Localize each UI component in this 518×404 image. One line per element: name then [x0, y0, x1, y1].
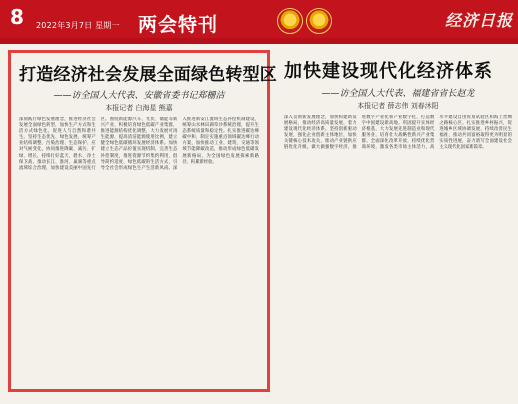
cppcc-emblem-icon	[306, 8, 332, 34]
article-green-transformation	[8, 50, 277, 392]
newspaper-brand: 经济日报	[445, 11, 514, 30]
page-number: 8	[10, 5, 24, 29]
section-title: 两会特刊	[138, 14, 219, 36]
article-headline: 打造经济社会发展全面绿色转型区	[19, 65, 277, 85]
article-byline: 本报记者 薛志伟 刘春沐阳	[357, 102, 439, 110]
article-modern-economy	[279, 50, 512, 392]
publication-date: 2022年3月7日 星期一	[36, 21, 120, 30]
article-headline: 加快建设现代化经济体系	[284, 61, 493, 82]
article-body: 深刻践行绿色发展理念，推进经济社会发展全面绿色转型，加快生产方式和生活方式绿色化，促进人与自然和谐共生。坚持生态优先、绿色发展，统筹产业结构调整、污染治理、生态保护、应对气候变化，协同推进降碳、减污、扩绿、增长，持续打好蓝天、碧水、净土保卫战，推动长江、淮河、巢湖等重点流域综合治理，加快建设美丽中国先行区。围绕新能源汽车、光伏、储能等新兴产业，积极培育绿色低碳产业集群，推进能源结构优化调整，大力发展可再生能源，提高清洁能源使用比例，建立健全绿色低碳循环发展经济体系。加快建立生态产品价值实现机制，完善生态补偿制度，推进资源节约集约利用，倡导简约适度、绿色低碳的生活方式，引导全社会形成绿色生产生活新风尚。深入推进新安江流域生态补偿机制建设，统筹山水林田湖草沙系统治理，提升生态系统质量和稳定性。扎实推进碳达峰碳中和，制定实施重点领域碳达峰行动方案，加快推动工业、建筑、交通等领域节能降碳改造，推动形成绿色低碳发展新格局，为全国绿色发展探索新路径、积累新经验。	[19, 117, 259, 171]
article-byline: 本报记者 白海星 熊嘉	[105, 104, 173, 112]
article-subheadline: ——访全国人大代表、安徽省委书记郑栅洁	[53, 91, 225, 101]
page-header	[0, 0, 518, 44]
article-subheadline: ——访全国人大代表、福建省省长赵龙	[321, 89, 475, 99]
article-body: 深入贯彻新发展理念，加快构建新发展格局，推动经济高质量发展，着力建设现代化经济体系。坚持创新驱动发展，强化企业创新主体地位，加快关键核心技术攻关，推动产业链供应链优化升级。做大做强数字经济，推进数字产业化和产业数字化，打造数字中国建设新高地。巩固提升实体经济根基，大力发展先进制造业和现代服务业，培育壮大战略性新兴产业集群。全面深化改革开放，持续优化营商环境，激发各类市场主体活力，高水平建设自由贸易试验区和海上丝绸之路核心区。扎实推进乡村振兴，促进城乡区域协调发展，持续改善民生福祉，推动共同富裕取得更为明显的实质性进展，奋力谱写全面建设社会主义现代化国家新篇章。	[284, 115, 512, 151]
national-emblem-icon	[277, 8, 303, 34]
